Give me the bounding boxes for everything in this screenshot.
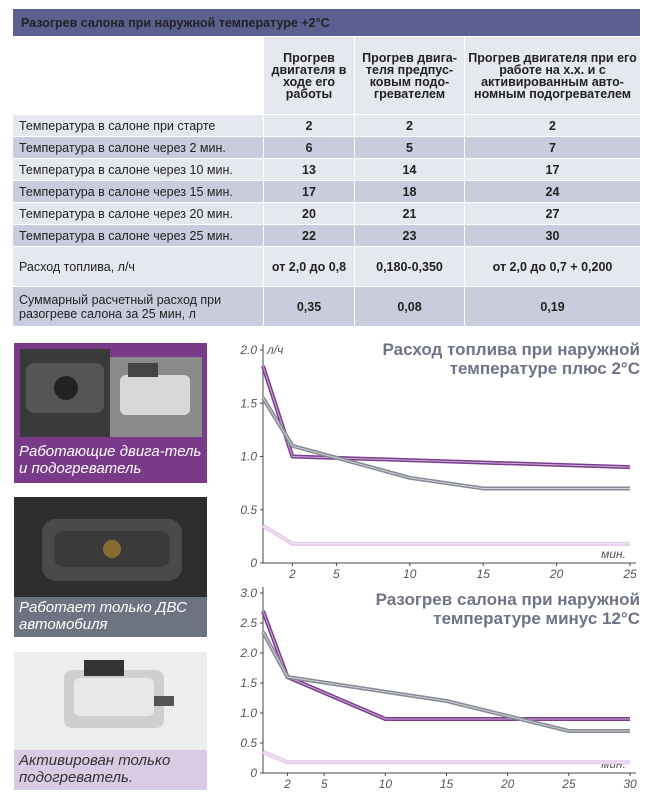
row-value: 0,19 [465, 287, 641, 327]
row-value: 6 [264, 137, 355, 159]
y-tick-label: 1.5 [240, 676, 257, 690]
row-value: 24 [465, 181, 641, 203]
photo-caption: Работающие двига-тель и подогреватель [19, 443, 202, 477]
row-value: 2 [355, 115, 465, 137]
row-value: 0,35 [264, 287, 355, 327]
photo-panel-heater-only [14, 652, 207, 790]
row-value: 18 [355, 181, 465, 203]
row-value: 5 [355, 137, 465, 159]
y-tick-label: 2.0 [240, 646, 257, 660]
row-value: 22 [264, 225, 355, 247]
photo-panel-engine-and-heater [14, 343, 207, 483]
y-tick-label: 1.0 [240, 706, 257, 720]
x-tick-label: 30 [623, 777, 637, 791]
row-label: Температура в салоне через 20 мин. [13, 203, 264, 225]
row-value: 13 [264, 159, 355, 181]
x-tick-label: 10 [378, 777, 393, 791]
row-label: Температура в салоне через 25 мин. [13, 225, 264, 247]
row-label: Температура в салоне через 15 мин. [13, 181, 264, 203]
row-value: 7 [465, 137, 641, 159]
row-value: от 2,0 до 0,7 + 0,200 [465, 247, 641, 287]
x-tick-label: 20 [549, 567, 564, 581]
x-tick-label: 15 [476, 567, 490, 581]
y-tick-label: 2.5 [240, 616, 257, 630]
row-value: 2 [465, 115, 641, 137]
fuel-consumption-chart [225, 340, 645, 585]
y-tick-label: 2.0 [240, 343, 257, 357]
cabin-heating-chart [225, 585, 645, 800]
y-tick-label: 1.5 [240, 396, 257, 411]
x-tick-label: 10 [403, 567, 417, 581]
engine-and-heater-photo [14, 343, 207, 441]
series-line-heater-only [263, 752, 630, 762]
row-value: 14 [355, 159, 465, 181]
row-value: 21 [355, 203, 465, 225]
row-label: Температура в салоне через 2 мин. [13, 137, 264, 159]
series-line-heater-only [263, 526, 630, 544]
series-highlight-heater-only [263, 526, 630, 544]
x-tick-label: 25 [562, 777, 576, 791]
x-axis-label: мин. [601, 547, 626, 561]
row-value: 20 [264, 203, 355, 225]
chart-1-title: Расход топлива при наружной температуре плюс 2°С [382, 340, 640, 378]
header-col-2: Прогрев двига-теля предпус-ковым подо-гревателем [355, 37, 465, 115]
x-tick-label: 2 [289, 567, 296, 581]
row-value: 17 [465, 159, 641, 181]
y-tick-label: 0.5 [240, 736, 257, 750]
y-tick-label: 0 [250, 556, 257, 570]
row-value: 0,180-0,350 [355, 247, 465, 287]
x-tick-label: 25 [623, 567, 637, 581]
series-line-engine-only [263, 398, 630, 489]
row-label: Расход топлива, л/ч [13, 247, 264, 287]
row-value: 0,08 [355, 287, 465, 327]
series-highlight-engine-only [263, 632, 630, 731]
row-label: Суммарный расчетный расход при разогреве салона за 25 мин, л [13, 287, 264, 327]
row-value: 17 [264, 181, 355, 203]
row-value: 27 [465, 203, 641, 225]
x-tick-label: 20 [500, 777, 515, 791]
photo-caption: Работает только ДВС автомобиля [19, 599, 187, 633]
y-tick-label: 0.5 [240, 502, 257, 517]
table-title: Разогрев салона при наружной температуре +2°C [13, 9, 641, 37]
row-value: 2 [264, 115, 355, 137]
row-label: Температура в салоне через 10 мин. [13, 159, 264, 181]
photo-panel-engine-only [14, 497, 207, 637]
row-label: Температура в салоне при старте [13, 115, 264, 137]
row-value: от 2,0 до 0,8 [264, 247, 355, 287]
header-col-1: Прогрев двигателя в ходе его работы [264, 37, 355, 115]
x-tick-label: 2 [284, 777, 291, 791]
series-highlight-engine-only [263, 398, 630, 489]
x-tick-label: 5 [320, 777, 328, 791]
x-tick-label: 15 [439, 777, 454, 791]
photo-caption: Активирован только подогреватель. [19, 752, 171, 786]
row-value: 30 [465, 225, 641, 247]
row-value: 23 [355, 225, 465, 247]
x-tick-label: 5 [333, 567, 340, 581]
y-tick-label: 0 [250, 766, 257, 780]
heating-table [12, 8, 641, 327]
heater-photo [14, 652, 207, 750]
x-axis-label: мин. [601, 757, 626, 771]
y-tick-label: 1.0 [240, 449, 257, 464]
header-empty [13, 37, 264, 115]
y-tick-label: 3.0 [240, 586, 257, 600]
header-col-3: Прогрев двигателя при его работе на х.х. и с активированным авто-номным подогревателем [465, 37, 641, 115]
engine-photo [14, 497, 207, 597]
chart-2-title: Разогрев салона при наружной температуре минус 12°С [375, 590, 640, 628]
y-axis-label: л/ч [267, 343, 284, 357]
